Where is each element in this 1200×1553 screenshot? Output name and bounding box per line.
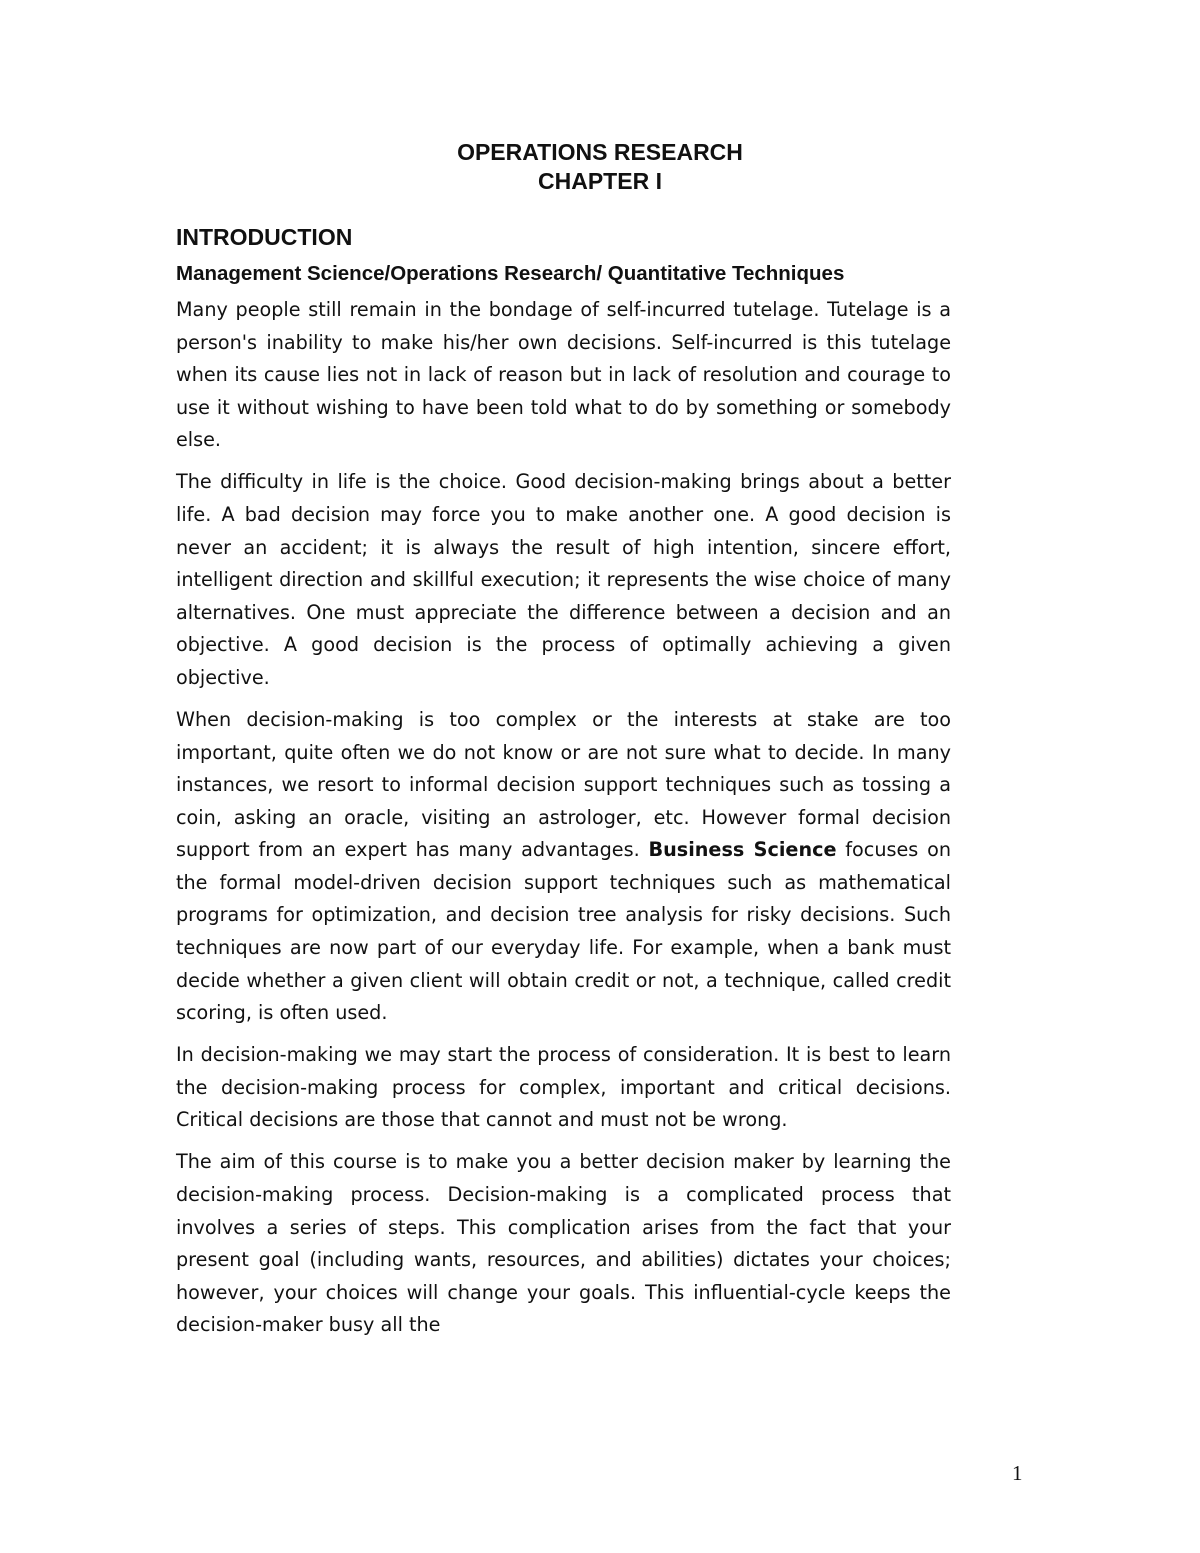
page-number: 1 — [1012, 1461, 1023, 1485]
paragraph-3 — [176, 704, 951, 1030]
section-heading: INTRODUCTION — [176, 224, 353, 250]
chapter-label: CHAPTER I — [538, 168, 662, 194]
body-text — [176, 294, 951, 1351]
paragraph-2: The difficulty in life is the choice. Good decision-making brings about a better life. A bad decision may force you to make another one. A good decision is never an accident; it is always the result of high intention, sincere effort, intelligent direction and skillful execution; it represents the wise choice of many alternatives. One must appreciate the difference between a decision and an objective. A good decision is the process of optimally achieving a given objective. — [176, 470, 951, 689]
paragraph-4: In decision-making we may start the process of consideration. It is best to learn the decision-making process for complex, important and critical decisions. Critical decisions are those that cannot and must not be wrong. — [176, 1043, 951, 1132]
business-science-emphasis: Business Science — [648, 838, 837, 862]
paragraph-1: Many people still remain in the bondage of self-incurred tutelage. Tutelage is a person's inability to make his/her own decisions. Self-incurred is this tutelage when its cause lies not in lack of reason but in lack of resolution and courage to use it without wishing to have been told what to do by something or somebody else. — [176, 298, 951, 452]
section-subheading: Management Science/Operations Research/ Quantitative Techniques — [176, 262, 845, 285]
paragraph-3-text-after: focuses on the formal model-driven decision support techniques such as mathematical programs for optimization, and decision tree analysis for risky decisions. Such techniques are now part of our everyday life. For example, when a bank must decide whether a given client will obtain credit or not, a technique, called credit scoring, is often used. — [176, 838, 951, 1025]
title-block — [0, 138, 1200, 196]
paragraph-3-text-before: When decision-making is too complex or the interests at stake are too important, quite often we do not know or are not sure what to decide. In many instances, we resort to informal decision support techniques such as tossing a coin, asking an oracle, visiting an astrologer, etc. However formal decision support from an expert has many advantages. — [176, 707, 951, 862]
paragraph-5: The aim of this course is to make you a better decision maker by learning the decision-making process. Decision-making is a complicated process that involves a series of steps. This complication arises from the fact that your present goal (including wants, resources, and abilities) dictates your choices; however, your choices will change your goals. This influential-cycle keeps the decision-maker busy all the — [176, 1150, 951, 1337]
document-title: OPERATIONS RESEARCH — [457, 139, 743, 165]
